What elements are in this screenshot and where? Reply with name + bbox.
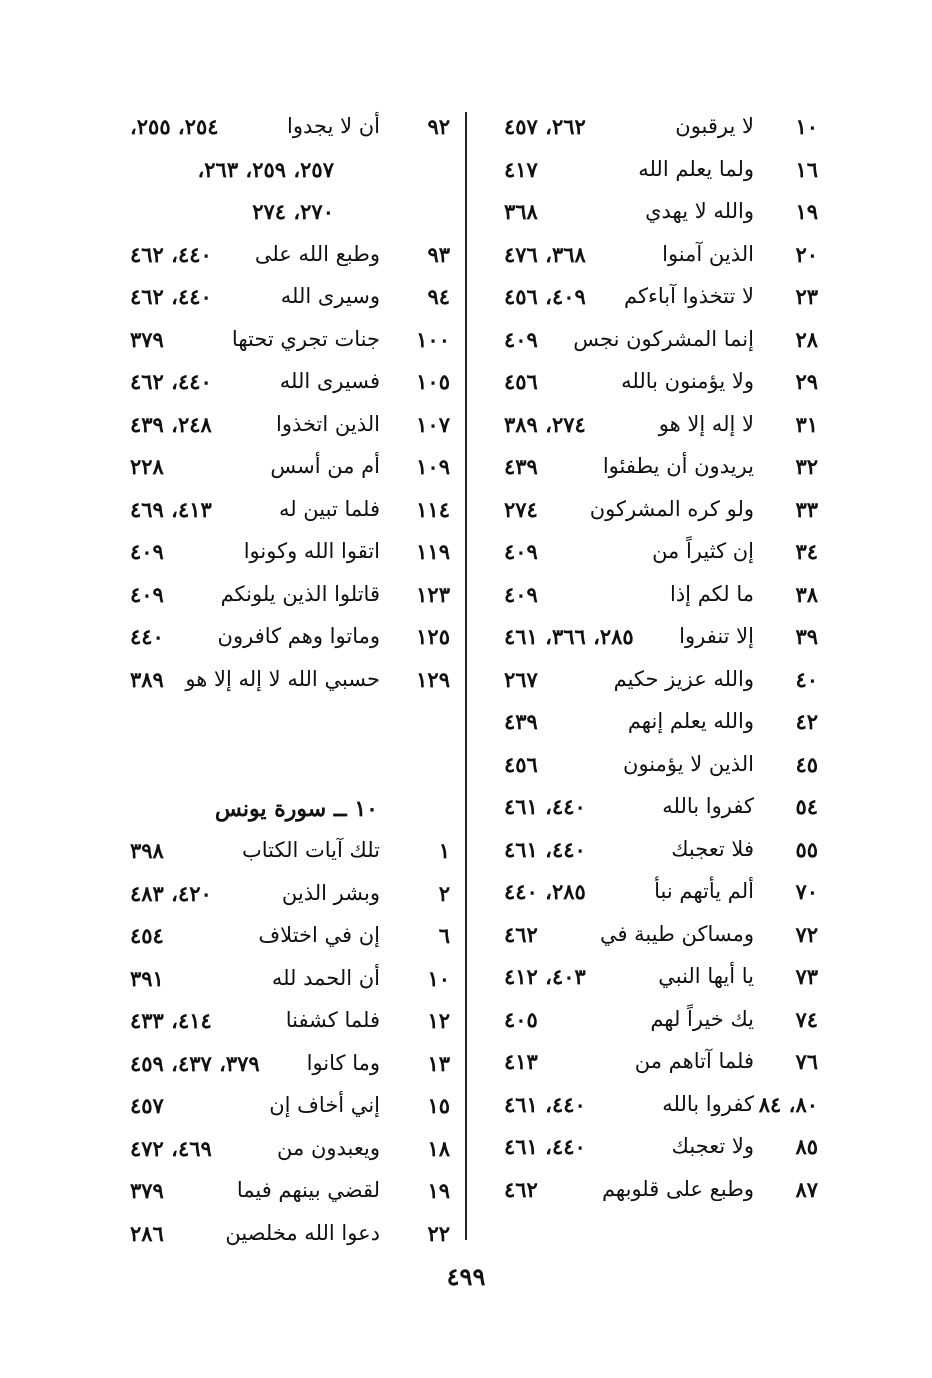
page-references: ٤٤٠، ٤٦١ bbox=[504, 1091, 586, 1117]
page-references: ٤٦٩، ٤٧٢ bbox=[130, 1135, 212, 1161]
verse-number: ٩٢ bbox=[427, 114, 450, 139]
verse-number: ١٠ bbox=[795, 114, 818, 139]
index-entry bbox=[470, 195, 840, 238]
page-references: ٢٤٨، ٤٣٩ bbox=[130, 411, 212, 437]
verse-number: ٥٥ bbox=[795, 836, 818, 862]
entry-text: وطبع الله على bbox=[254, 241, 380, 266]
index-entry bbox=[110, 1047, 460, 1090]
page-references: ٢٧٤ bbox=[504, 496, 538, 522]
index-entry bbox=[470, 620, 840, 663]
entry-text: وما كانوا bbox=[306, 1050, 380, 1075]
index-group-surah-9-end bbox=[110, 110, 460, 705]
index-entry bbox=[470, 833, 840, 876]
index-entry bbox=[470, 535, 840, 578]
verse-number: ١٥ bbox=[427, 1093, 450, 1118]
page-references: ٣٦٨، ٤٧٦ bbox=[504, 241, 586, 267]
page-references: ٢٦٧ bbox=[504, 666, 538, 692]
entry-text: وبشر الذين bbox=[281, 880, 380, 905]
page-references: ٤٤٠، ٤٦١ bbox=[504, 836, 586, 862]
index-entry bbox=[470, 578, 840, 621]
entry-text: وماتوا وهم كافرون bbox=[217, 624, 380, 648]
entry-text: أم من أسس bbox=[270, 454, 380, 478]
verse-number: ٢٠ bbox=[795, 241, 818, 267]
verse-number: ٣٩ bbox=[795, 624, 818, 649]
verse-number: ٧٤ bbox=[795, 1006, 818, 1032]
page-references: ٣٧٩ bbox=[130, 326, 164, 352]
verse-number: ١٠٧ bbox=[416, 411, 450, 437]
index-entry bbox=[470, 1173, 840, 1216]
surah-heading bbox=[110, 790, 460, 834]
verse-number: ٤٠ bbox=[795, 666, 818, 692]
page-references: ٤٤٠، ٤٦٢ bbox=[130, 284, 212, 309]
verse-number: ١٩ bbox=[427, 1178, 450, 1203]
index-entry bbox=[470, 493, 840, 536]
entry-text: ولو كره المشركون bbox=[589, 496, 754, 521]
entry-text: يا أيها النبي bbox=[658, 964, 754, 988]
index-column-right bbox=[470, 110, 840, 1215]
page-references: ٢٨٦ bbox=[130, 1220, 164, 1246]
entry-text: لا يرقبون bbox=[675, 114, 754, 138]
index-entry bbox=[470, 323, 840, 366]
verse-number: ٨٠، ٨٤ bbox=[758, 1091, 818, 1117]
page-references: ٤٠٩ bbox=[504, 539, 538, 564]
index-entry bbox=[470, 960, 840, 1003]
page-references: ٤٣٩ bbox=[504, 709, 538, 734]
verse-number: ٢ bbox=[438, 880, 450, 906]
page-references: ٤٦٢ bbox=[504, 1176, 538, 1202]
index-entry bbox=[110, 834, 460, 877]
entry-text: لقضي بينهم فيما bbox=[236, 1178, 380, 1202]
verse-number: ١٦ bbox=[795, 156, 818, 182]
entry-text: ولا يؤمنون بالله bbox=[621, 369, 754, 393]
index-group-surah-10 bbox=[110, 834, 460, 1259]
verse-number: ١٢ bbox=[427, 1008, 450, 1033]
page-references: ٤٠٩ bbox=[504, 326, 538, 352]
index-entry bbox=[470, 1045, 840, 1088]
entry-text: إن في اختلاف bbox=[258, 923, 380, 947]
index-entry bbox=[110, 280, 460, 323]
verse-number: ٩٣ bbox=[427, 241, 450, 267]
entry-text: قاتلوا الذين يلونكم bbox=[220, 581, 380, 606]
index-entry bbox=[470, 450, 840, 493]
verse-number: ٨٥ bbox=[795, 1134, 818, 1159]
page-references: ٤١٤، ٤٣٣ bbox=[130, 1008, 212, 1033]
entry-text: يك خيراً لهم bbox=[650, 1006, 754, 1031]
entry-text: ويعبدون من bbox=[277, 1135, 380, 1160]
index-entry bbox=[110, 238, 460, 281]
page-references: ٣٧٩ bbox=[130, 1178, 164, 1203]
verse-number: ٧٢ bbox=[795, 921, 818, 947]
page-references: ٣٨٩ bbox=[130, 666, 164, 692]
entry-text: دعوا الله مخلصين bbox=[225, 1220, 380, 1245]
verse-number: ١١٤ bbox=[416, 496, 450, 522]
verse-number: ١٢٩ bbox=[416, 666, 450, 692]
page-references: ٣٦٨ bbox=[504, 199, 538, 224]
entry-text: إني أخاف إن bbox=[269, 1093, 380, 1117]
page-references: ٢٢٨ bbox=[130, 454, 164, 479]
page-references: ٤٠٩، ٤٥٦ bbox=[504, 284, 586, 309]
entry-text: الذين آمنوا bbox=[662, 241, 754, 266]
entry-text: أن الحمد لله bbox=[271, 965, 380, 990]
page-references: ٤٤٠، ٤٦٢ bbox=[130, 241, 212, 267]
page-references: ٢٨٥، ٤٤٠ bbox=[504, 879, 586, 904]
entry-text: يريدون أن يطفئوا bbox=[602, 454, 754, 478]
verse-number: ١٠٥ bbox=[416, 369, 450, 394]
verse-number: ١٨ bbox=[427, 1135, 450, 1161]
entry-text: الذين اتخذوا bbox=[276, 411, 380, 436]
index-entry bbox=[470, 790, 840, 833]
entry-text: ولا تعجبك bbox=[671, 1134, 754, 1158]
entry-text: فلما آتاهم من bbox=[634, 1049, 754, 1073]
entry-text: حسبي الله لا إله إلا هو bbox=[185, 666, 380, 691]
index-entry bbox=[110, 877, 460, 920]
page-references: ٤٢٠، ٤٨٣ bbox=[130, 880, 212, 906]
verse-number: ١٠٠ bbox=[416, 326, 450, 352]
entry-text: تلك آيات الكتاب bbox=[241, 838, 380, 862]
index-entry bbox=[110, 493, 460, 536]
verse-number: ٣٨ bbox=[795, 581, 818, 607]
verse-number: ٢٣ bbox=[795, 284, 818, 309]
index-column-left bbox=[110, 110, 460, 1259]
index-entry bbox=[110, 919, 460, 962]
verse-number: ٢٢ bbox=[427, 1220, 450, 1246]
entry-text: ألم يأتهم نبأ bbox=[654, 879, 754, 903]
index-entry bbox=[110, 578, 460, 621]
verse-number: ١١٩ bbox=[416, 539, 450, 564]
entry-text: والله عزيز حكيم bbox=[613, 666, 754, 691]
entry-text: جنات تجري تحتها bbox=[231, 326, 380, 351]
entry-text: كفروا بالله bbox=[662, 1091, 754, 1116]
page-references: ٣٩٨ bbox=[130, 838, 164, 863]
verse-number: ٥٤ bbox=[795, 794, 818, 819]
verse-number: ٢٨ bbox=[795, 326, 818, 352]
entry-text: إلا تنفروا bbox=[679, 624, 754, 648]
entry-text: اتقوا الله وكونوا bbox=[243, 539, 380, 563]
page-references: ٤٥٦ bbox=[504, 751, 538, 777]
entry-text: ما لكم إذا bbox=[670, 581, 754, 606]
page-references: ٤٣٩ bbox=[504, 454, 538, 479]
index-entry bbox=[110, 1132, 460, 1175]
verse-number: ١٩ bbox=[795, 199, 818, 224]
entry-text: أن لا يجدوا bbox=[287, 114, 380, 138]
index-entry bbox=[110, 153, 460, 196]
page-references: ٣٧٩، ٤٣٧، ٤٥٩ bbox=[130, 1050, 260, 1076]
verse-number: ٧٦ bbox=[795, 1049, 818, 1074]
index-entry bbox=[470, 1088, 840, 1131]
page-references: ٤٤٠، ٤٦١ bbox=[504, 794, 586, 819]
verse-number: ٧٠ bbox=[795, 879, 818, 904]
index-entry bbox=[110, 195, 460, 238]
verse-number: ٨٧ bbox=[795, 1176, 818, 1202]
page-references: ٤١٣ bbox=[504, 1049, 538, 1074]
index-entry bbox=[470, 365, 840, 408]
entry-text: ولما يعلم الله bbox=[638, 156, 754, 181]
entry-text: لا تتخذوا آباءكم bbox=[624, 284, 754, 308]
page-references: ٤٤٠، ٤٦١ bbox=[504, 1134, 586, 1159]
entry-text: الذين لا يؤمنون bbox=[623, 751, 754, 776]
entry-text: فلما كشفنا bbox=[285, 1008, 380, 1032]
verse-number: ١٣ bbox=[427, 1050, 450, 1076]
page-references: ٢٨٥، ٣٦٦، ٤٦١ bbox=[504, 624, 634, 649]
section-gap bbox=[110, 705, 460, 790]
index-entry bbox=[110, 110, 460, 153]
entry-text: فسيرى الله bbox=[279, 369, 380, 393]
verse-number: ١٠ bbox=[427, 965, 450, 991]
verse-number: ٣٢ bbox=[795, 454, 818, 479]
index-entry bbox=[110, 450, 460, 493]
index-entry bbox=[110, 535, 460, 578]
index-entry bbox=[110, 323, 460, 366]
verse-number: ٤٥ bbox=[795, 751, 818, 777]
verse-number: ٧٣ bbox=[795, 964, 818, 989]
index-entry bbox=[470, 280, 840, 323]
page-references: ٤٠٩ bbox=[130, 539, 164, 564]
entry-text: إنما المشركون نجس bbox=[573, 326, 754, 351]
page-references: ٤٤٠ bbox=[130, 624, 164, 649]
verse-number: ١٠٩ bbox=[416, 454, 450, 479]
index-entry bbox=[470, 238, 840, 281]
page-references: ٤٠٩ bbox=[130, 581, 164, 607]
entry-text: وطبع على قلوبهم bbox=[601, 1176, 754, 1201]
verse-number: ١٢٥ bbox=[416, 624, 450, 649]
verse-number: ٣٣ bbox=[795, 496, 818, 522]
index-entry bbox=[110, 365, 460, 408]
page-references: ٢٥٤، ٢٥٥، bbox=[130, 114, 219, 139]
entry-text: ومساكن طيبة في bbox=[599, 921, 754, 946]
index-entry bbox=[470, 110, 840, 153]
page-references: ٣٩١ bbox=[130, 965, 164, 991]
page-references: ٤٥٤ bbox=[130, 923, 164, 948]
page-references: ٢٧٠، ٢٧٤ bbox=[252, 199, 334, 224]
index-entry bbox=[470, 748, 840, 791]
entry-text: والله لا يهدي bbox=[645, 199, 754, 223]
index-entry bbox=[110, 620, 460, 663]
entry-text: كفروا بالله bbox=[662, 794, 754, 818]
entry-text: إن كثيراً من bbox=[652, 539, 754, 563]
index-entry bbox=[470, 663, 840, 706]
page-references: ٢٥٧، ٢٥٩، ٢٦٣، bbox=[197, 156, 334, 182]
page-references: ٤١٣، ٤٦٩ bbox=[130, 496, 212, 522]
entry-text: لا إله إلا هو bbox=[658, 411, 754, 436]
verse-number: ٦ bbox=[438, 923, 450, 948]
index-entry bbox=[470, 153, 840, 196]
verse-number: ٢٩ bbox=[795, 369, 818, 394]
index-entry bbox=[110, 1217, 460, 1260]
verse-number: ١ bbox=[438, 838, 450, 863]
verse-number: ٣٤ bbox=[795, 539, 818, 564]
index-entry bbox=[110, 408, 460, 451]
surah-heading-text: ١٠ ــ سورة يونس bbox=[214, 796, 378, 822]
column-divider bbox=[465, 112, 467, 1240]
verse-number: ٤٢ bbox=[795, 709, 818, 734]
entry-text: والله يعلم إنهم bbox=[627, 709, 754, 733]
page-references: ٢٦٢، ٤٥٧ bbox=[504, 114, 586, 139]
index-entry bbox=[110, 1174, 460, 1217]
index-entry bbox=[470, 1130, 840, 1173]
page-references: ٤٤٠، ٤٦٢ bbox=[130, 369, 212, 394]
page-references: ٢٧٤، ٣٨٩ bbox=[504, 411, 586, 437]
page-references: ٤٠٣، ٤١٢ bbox=[504, 964, 586, 989]
entry-text: فلا تعجبك bbox=[671, 836, 754, 861]
index-entry bbox=[470, 918, 840, 961]
page-references: ٤٠٥ bbox=[504, 1006, 538, 1032]
index-entry bbox=[110, 962, 460, 1005]
index-entry bbox=[470, 408, 840, 451]
page-references: ٤٥٧ bbox=[130, 1093, 164, 1118]
page-references: ٤٥٦ bbox=[504, 369, 538, 394]
page-references: ٤٠٩ bbox=[504, 581, 538, 607]
entry-text: فلما تبين له bbox=[278, 496, 380, 521]
verse-number: ٩٤ bbox=[427, 284, 450, 309]
index-entry bbox=[110, 1004, 460, 1047]
verse-number: ٣١ bbox=[795, 411, 818, 437]
index-entry bbox=[110, 1089, 460, 1132]
page-references: ٤١٧ bbox=[504, 156, 538, 182]
index-entry bbox=[470, 1003, 840, 1046]
page-number: ٤٩٩ bbox=[446, 1262, 486, 1291]
index-entry bbox=[470, 875, 840, 918]
verse-number: ١٢٣ bbox=[416, 581, 450, 607]
entry-text: وسيرى الله bbox=[280, 284, 380, 308]
index-entry bbox=[470, 705, 840, 748]
page-references: ٤٦٢ bbox=[504, 921, 538, 947]
index-entry bbox=[110, 663, 460, 706]
